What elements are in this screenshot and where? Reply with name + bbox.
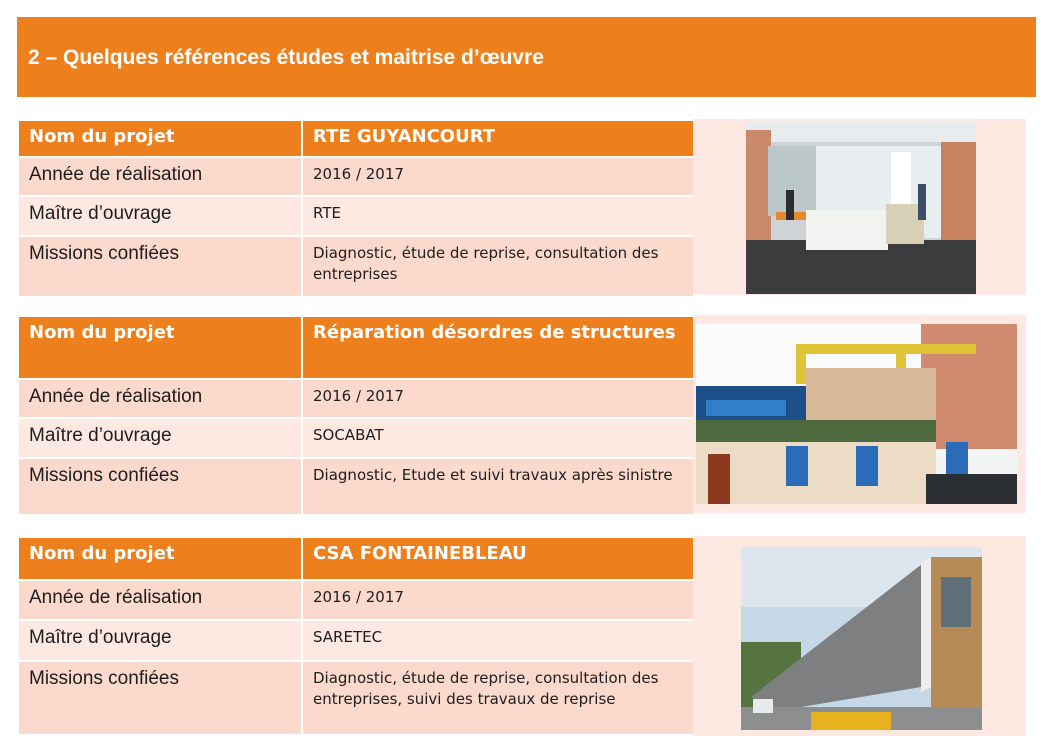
project-name-label: Nom du projet [18,120,302,157]
year-value: 2016 / 2017 [302,157,694,196]
project-name-value: CSA FONTAINEBLEAU [302,537,694,580]
project-card-reparation-desordres [17,315,1026,514]
missions-value: Diagnostic, étude de reprise, consultation des entreprises [302,236,694,297]
building-facade-photo [741,547,982,730]
owner-value: SARETEC [302,620,694,661]
year-label: Année de réalisation [18,580,302,620]
photo-frame [693,119,1026,295]
owner-label: Maître d’ouvrage [18,418,302,458]
missions-value: Diagnostic, Etude et suivi travaux après sinistre [302,458,694,515]
section-header [17,17,1036,97]
damaged-house-photo [696,324,1017,504]
photo-frame [693,536,1026,736]
project-name-value: RTE GUYANCOURT [302,120,694,157]
owner-label: Maître d’ouvrage [18,196,302,236]
missions-label: Missions confiées [18,458,302,515]
missions-label: Missions confiées [18,661,302,735]
project-card-csa-fontainebleau [17,536,1026,736]
owner-value: RTE [302,196,694,236]
project-table [17,315,695,516]
missions-label: Missions confiées [18,236,302,297]
project-table [17,119,695,298]
year-value: 2016 / 2017 [302,379,694,418]
project-name-value: Réparation désordres de structures [302,316,694,379]
project-card-rte-guyancourt [17,119,1026,296]
year-label: Année de réalisation [18,157,302,196]
page-title: 2 – Quelques références études et maitrise d’œuvre [28,46,544,69]
project-table [17,536,695,736]
year-label: Année de réalisation [18,379,302,418]
office-interior-photo [746,122,976,294]
project-name-label: Nom du projet [18,316,302,379]
project-name-label: Nom du projet [18,537,302,580]
owner-label: Maître d’ouvrage [18,620,302,661]
year-value: 2016 / 2017 [302,580,694,620]
missions-value: Diagnostic, étude de reprise, consultation des entreprises, suivi des travaux de reprise [302,661,694,735]
owner-value: SOCABAT [302,418,694,458]
photo-frame [693,315,1026,513]
